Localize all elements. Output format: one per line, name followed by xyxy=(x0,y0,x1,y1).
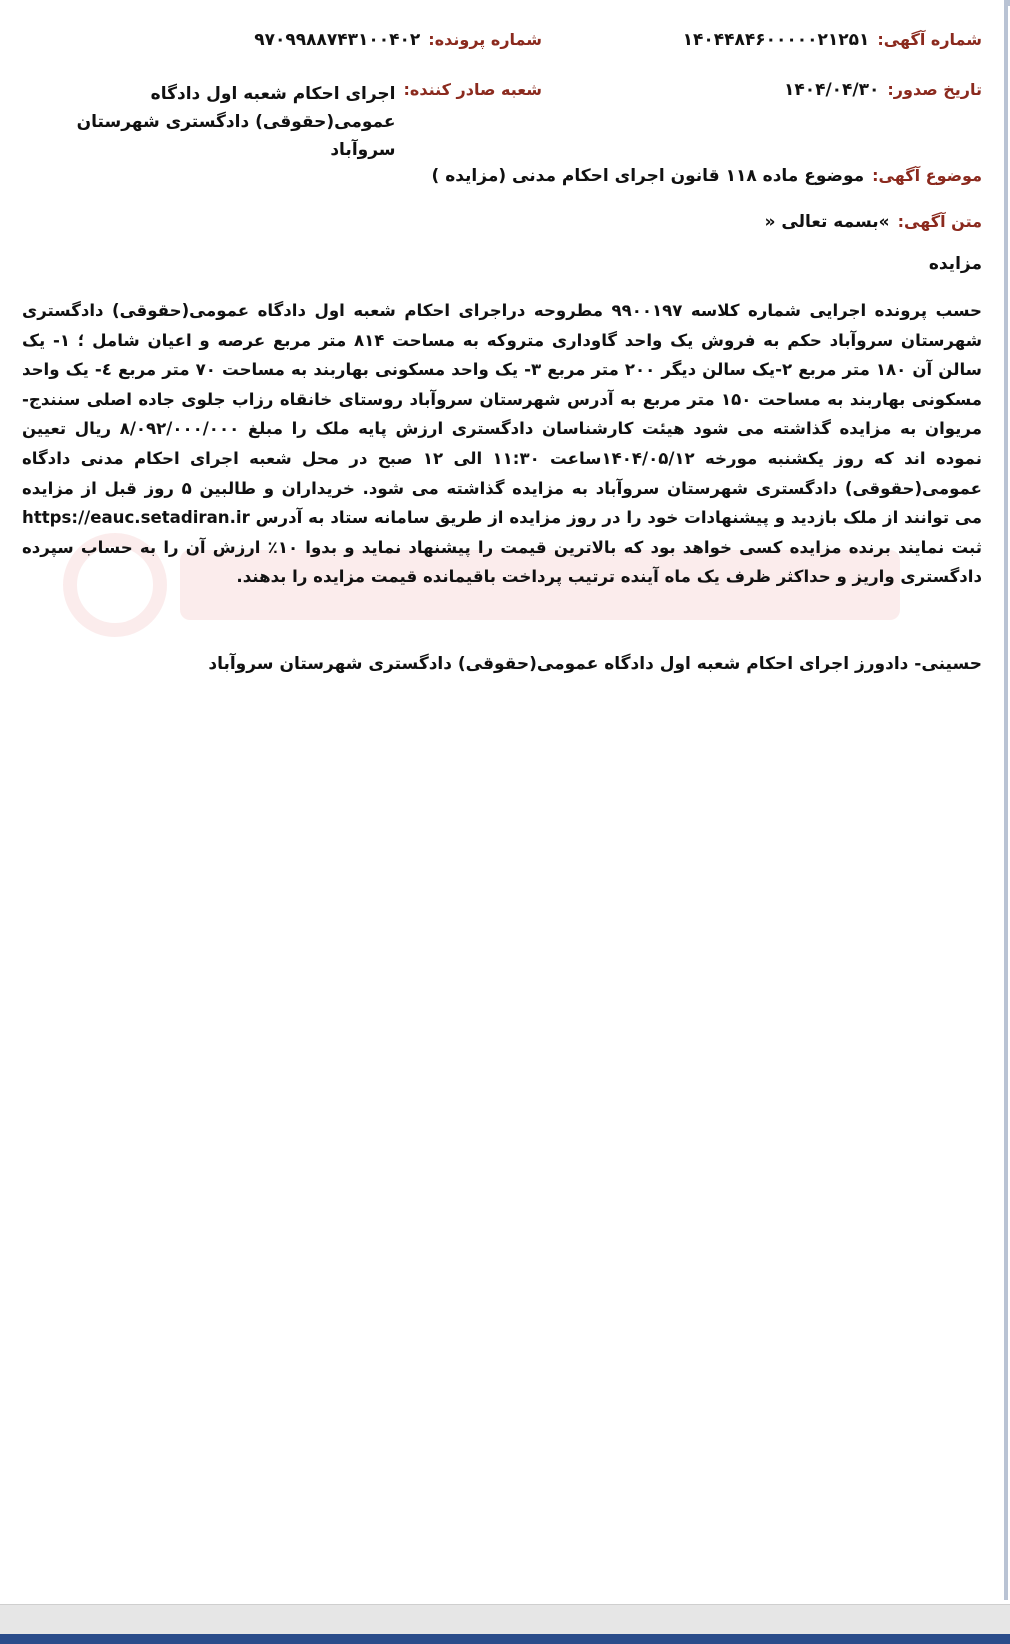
taskbar-strip xyxy=(0,1634,1010,1644)
issue-date-field xyxy=(784,80,982,100)
notice-number-label: شماره آگهی: xyxy=(877,30,982,49)
text-field xyxy=(22,212,982,254)
spacer xyxy=(22,592,982,654)
text-label: متن آگهی: xyxy=(897,212,982,231)
header-row-2 xyxy=(22,80,982,166)
subject-label: موضوع آگهی: xyxy=(872,166,982,185)
notice-document xyxy=(22,30,982,674)
heading: مزایده xyxy=(928,254,982,274)
subject-field xyxy=(22,166,982,212)
window-footer xyxy=(0,1604,1010,1635)
case-number-field xyxy=(22,30,542,50)
case-number-label: شماره پرونده: xyxy=(428,30,542,49)
notice-number: ۱۴۰۴۴۸۴۶۰۰۰۰۰۲۱۲۵۱ xyxy=(682,30,870,50)
signature: حسینی- دادورز اجرای احکام شعبه اول دادگاه عمومی(حقوقی) دادگستری شهرستان سروآباد xyxy=(208,653,982,674)
issue-date-label: تاریخ صدور: xyxy=(887,80,982,99)
header-row-1 xyxy=(22,30,982,80)
notice-number-field xyxy=(683,30,982,50)
issuer: اجرای احکام شعبه اول دادگاه عمومی(حقوقی) دادگستری شهرستان سروآباد xyxy=(76,84,396,160)
subject: موضوع ماده ۱۱۸ قانون اجرای احکام مدنی (مزایده ) xyxy=(431,166,865,186)
case-number: ۹۷۰۹۹۸۸۷۴۳۱۰۰۴۰۲ xyxy=(254,30,421,50)
notice-body: حسب پرونده اجرایی شماره کلاسه ۹۹۰۰۱۹۷ مطروحه دراجرای احکام شعبه اول دادگاه عمومی(حقوقی) دادگستری شهرستان سروآباد حکم به فروش یک واحد گاوداری متروکه به مساحت ۸۱۴ متر مربع عرصه و اعیان شامل ؛ ۱- یک سالن آن ۱۸۰ متر مربع ۲-یک سالن دیگر ۲۰۰ متر مربع ۳- یک واحد مسکونی بهاربند به مساحت ۷۰ متر مربع ٤- یک واحد مسکونی بهاربند به مساحت ۱۵۰ متر مربع به آدرس شهرستان سروآباد روستای خانقاه رزاب جلوی جاده اصلی سنندج- مریوان به مزایده گذاشته می شود هیئت کارشناسان دادگستری ارزش پایه ملک را مبلغ ۸/۰۹۲/۰۰۰/۰۰۰ ریال تعیین نموده اند که روز یکشنبه مورخه ۱۴۰۴/۰۵/۱۲ساعت ۱۱:۳۰ الی ۱۲ صبح در محل شعبه اجرای احکام مدنی دادگاه عمومی(حقوقی) دادگستری شهرستان سروآباد به مزایده گذاشته می شود. خریداران و طالبین ۵ روز قبل از مزایده می توانند از ملک بازدید و پیشنهادات خود را در روز مزایده از طریق سامانه ستاد به آدرس https://eauc.setadiran.ir ثبت نمایند برنده مزایده کسی خواهد بود که بالاترین قیمت را پیشنهاد نماید و بدوا ۱۰٪ ارزش آن را به حساب سپرده دادگستری واریز و حداکثر ظرف یک ماه آینده ترتیب پرداخت باقیمانده قیمت مزایده را بدهند. xyxy=(22,301,983,587)
issue-date: ۱۴۰۴/۰۴/۳۰ xyxy=(783,80,880,100)
text-intro: »بسمه تعالی « xyxy=(764,212,890,232)
issuer-field xyxy=(22,80,542,164)
issuer-label: شعبه صادر کننده: xyxy=(403,80,542,99)
